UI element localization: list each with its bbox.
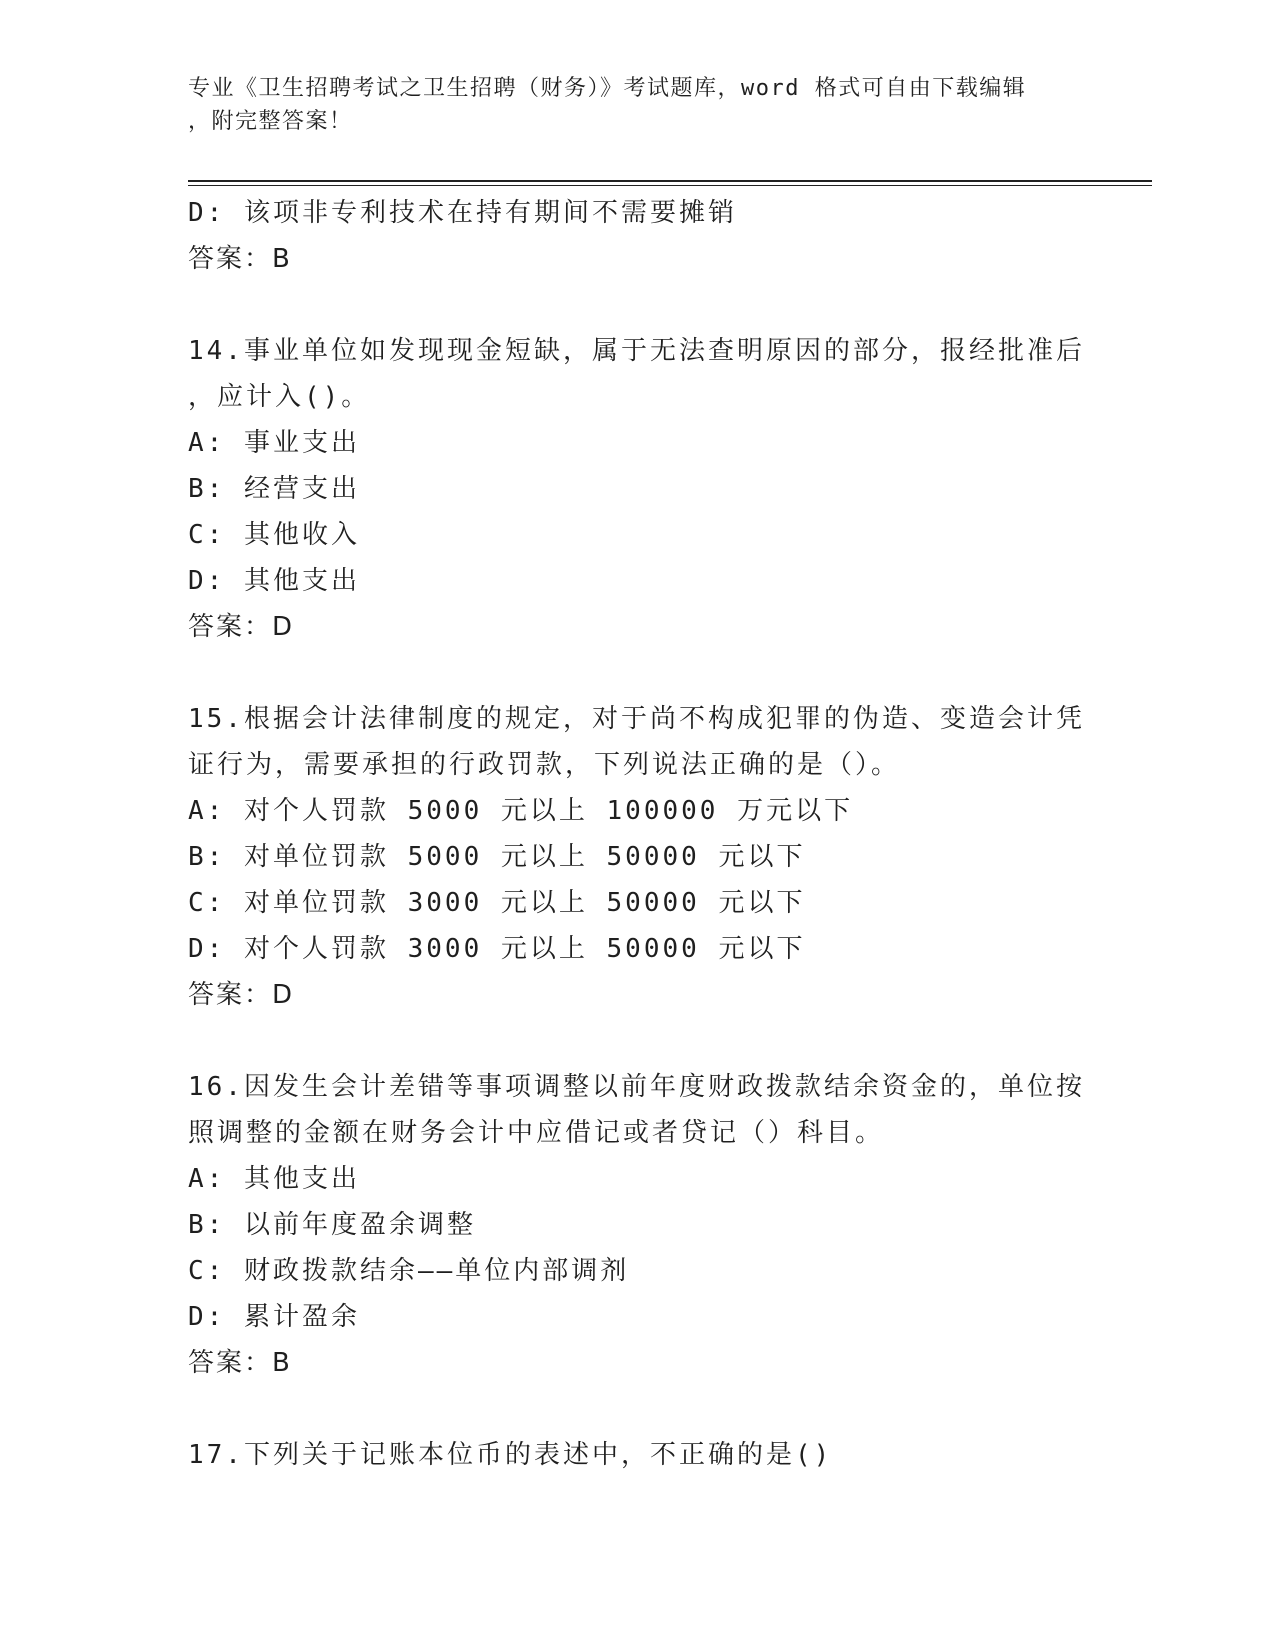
- answer-line: 答案：B: [188, 1348, 292, 1378]
- answer-line: 答案：D: [188, 612, 295, 642]
- header-line-2: ，附完整答案！: [188, 109, 353, 134]
- question-14: [188, 328, 1108, 650]
- option-a: A: 事业支出: [188, 428, 360, 458]
- question-17: [188, 1432, 1108, 1478]
- answer-line: 答案：D: [188, 980, 295, 1010]
- question-16: [188, 1064, 1108, 1386]
- question-stem-continued: 证行为，需要承担的行政罚款，下列说法正确的是（）。: [188, 750, 901, 780]
- answer-line: 答案：B: [188, 244, 292, 274]
- option-d: D: 对个人罚款 3000 元以上 50000 元以下: [188, 934, 806, 964]
- option-b: B: 以前年度盈余调整: [188, 1210, 476, 1240]
- option-a: A: 其他支出: [188, 1164, 360, 1194]
- question-stem-continued: 照调整的金额在财务会计中应借记或者贷记（）科目。: [188, 1118, 885, 1148]
- spacer: [188, 282, 1108, 328]
- question-list: [188, 190, 1108, 1478]
- option-d: D: 该项非专利技术在持有期间不需要摊销: [188, 198, 737, 228]
- question-stem: 17.下列关于记账本位币的表述中，不正确的是(): [188, 1440, 833, 1470]
- option-a: A: 对个人罚款 5000 元以上 100000 万元以下: [188, 796, 854, 826]
- header-line-1: 专业《卫生招聘考试之卫生招聘（财务）》考试题库，word 格式可自由下载编辑: [188, 76, 1027, 101]
- header-divider-thick: [188, 180, 1152, 182]
- option-b: B: 经营支出: [188, 474, 360, 504]
- option-d: D: 累计盈余: [188, 1302, 360, 1332]
- option-c: C: 财政拨款结余——单位内部调剂: [188, 1256, 630, 1286]
- question-stem: 15.根据会计法律制度的规定，对于尚不构成犯罪的伪造、变造会计凭: [188, 704, 1085, 734]
- option-c: C: 对单位罚款 3000 元以上 50000 元以下: [188, 888, 806, 918]
- question-stem: 16.因发生会计差错等事项调整以前年度财政拨款结余资金的，单位按: [188, 1072, 1085, 1102]
- question-stem: 14.事业单位如发现现金短缺，属于无法查明原因的部分，报经批准后: [188, 336, 1085, 366]
- spacer: [188, 1018, 1108, 1064]
- question-15: [188, 696, 1108, 1018]
- prev-question-tail: [188, 190, 1108, 282]
- option-d: D: 其他支出: [188, 566, 360, 596]
- option-c: C: 其他收入: [188, 520, 360, 550]
- header-divider-thin: [188, 185, 1152, 186]
- spacer: [188, 1386, 1108, 1432]
- spacer: [188, 650, 1108, 696]
- document-header: [188, 72, 1088, 138]
- question-stem-continued: ，应计入()。: [188, 382, 371, 412]
- option-b: B: 对单位罚款 5000 元以上 50000 元以下: [188, 842, 806, 872]
